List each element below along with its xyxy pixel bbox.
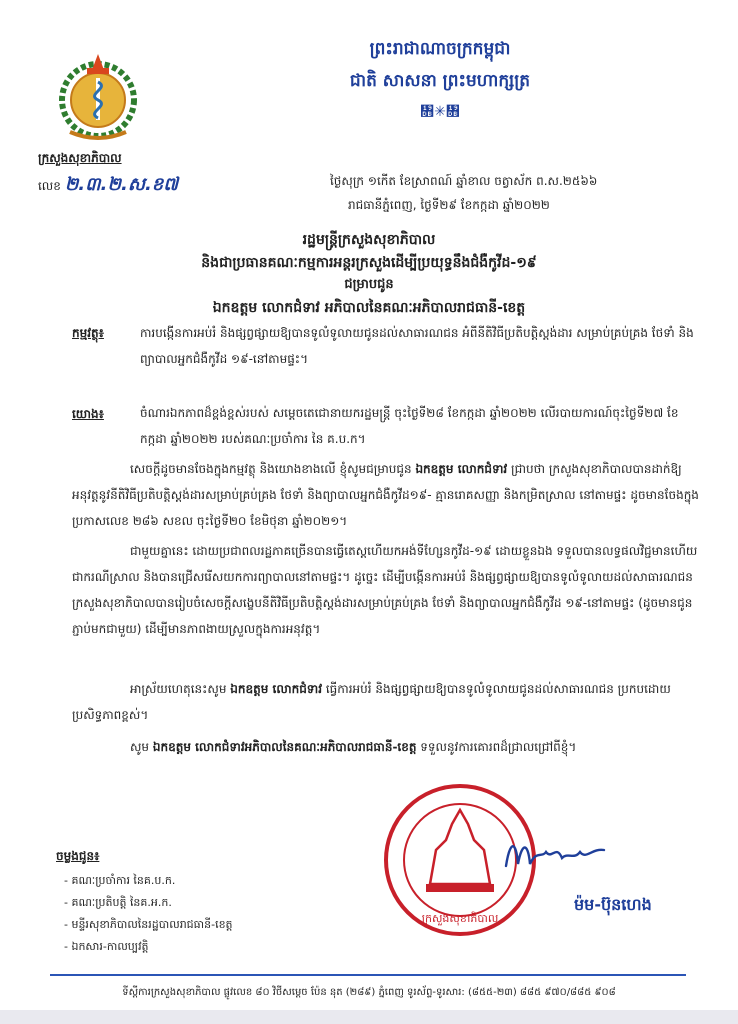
- cc-title: ចម្លងជូន៖: [56, 849, 100, 863]
- kingdom-title: ព្រះរាជាណាចក្រកម្ពុជា: [369, 39, 511, 59]
- signer-name: ម៉ម-ប៊ុនហេង: [574, 895, 652, 914]
- handwritten-signature: [500, 830, 610, 880]
- reference-value: ២.៣.២.ស.ខ៧: [64, 174, 178, 195]
- reference-text: ចំណារឯកភាពដ៏ខ្ពង់ខ្ពស់របស់ សម្តេចតេជោនាយករដ្ឋមន្ត្រី ចុះថ្ងៃទី២៨ ខែកក្កដា ឆ្នាំ២០២២ លើរបាយការណ៍ចុះថ្ងៃទី២៧ ខែកក្កដា ឆ្នាំ២០២២ របស់គណៈប្រចាំការ នៃ គ.ប.ក។: [140, 406, 679, 446]
- solar-date: រាជធានីភ្នំពេញ, ថ្ងៃទី២៩ ខែកក្កដា ឆ្នាំ២០២២: [348, 198, 550, 212]
- respect-line: ជម្រាបជូន: [344, 277, 394, 292]
- cc-list: [64, 870, 233, 958]
- lunar-date: ថ្ងៃសុក្រ ១កើត ខែស្រាពណ៍ ឆ្នាំខាល ចត្វាស័ក ព.ស.២៥៦៦: [330, 174, 598, 188]
- seal-text: ក្រសួងសុខាភិបាល: [421, 912, 499, 925]
- body-paragraph-1: [72, 456, 702, 534]
- national-motto: ជាតិ សាសនា ព្រះមហាក្សត្រ: [349, 71, 531, 91]
- sender-title: រដ្ឋមន្ត្រីក្រសួងសុខាភិបាល: [302, 232, 436, 248]
- subject-label: កម្មវត្ថុ៖: [72, 326, 104, 340]
- header-ornament: ᧛✳᧛: [420, 104, 460, 120]
- footer-address: ទីស្តីការក្រសួងសុខាភិបាល ផ្លូវលេខ ៨០ វិថីសម្ដេច ប៉ែន នុត (២៨៩) ភ្នំពេញ ទូរស័ព្ទ-ទូរសារ: (៨៥៥-២៣) ៨៨៥ ៩៧០/៨៨៥ ៩០៨: [122, 987, 616, 998]
- p4-post: ទទួលនូវការគោរពដ៏ជ្រាលជ្រៅពីខ្ញុំ។: [416, 740, 577, 754]
- reference-number: [38, 172, 178, 199]
- p1-highlight: ឯកឧត្តម លោកជំទាវ: [415, 462, 508, 476]
- p3-post: ធ្វើការអប់រំ និងផ្សព្វផ្សាយឱ្យបានទូលំទូលាយជូនដល់សាធារណជន ប្រកបដោយប្រសិទ្ធភាពខ្ពស់។: [72, 682, 671, 722]
- p4-highlight: ឯកឧត្តម លោកជំទាវអភិបាលនៃគណៈអភិបាលរាជធានី-ខេត្ត: [152, 740, 417, 754]
- p1-post: ជ្រាបថា ក្រសួងសុខាភិបាលបានដាក់ឱ្យអនុវត្តនូវនីតិវិធីប្រតិបត្តិស្តង់ដារសម្រាប់គ្រប់គ្រង ថែទាំ និងព្យាបាលអ្នកជំងឺកូវីដ១៩- គ្មានរោគសញ្ញា និងកម្រិតស្រាល នៅតាមផ្ទះ ដូចមានចែងក្នុងប្រកាសលេខ ២៨៦ សខល ចុះថ្ងៃទី២០ ខែមិថុនា ឆ្នាំ២០២១។: [72, 462, 699, 528]
- cc-item: - ឯកសារ-កាលប្បវត្តិ: [64, 936, 233, 958]
- bottom-bar: [0, 1010, 738, 1024]
- p3-highlight: ឯកឧត្តម លោកជំទាវ: [230, 682, 323, 696]
- footer-divider: [50, 974, 686, 976]
- subject-text: ការបង្កើនការអប់រំ និងផ្សព្វផ្សាយឱ្យបានទូលំទូលាយជូនដល់សាធារណជន អំពីនីតិវិធីប្រតិបត្តិស្តង់ដារ សម្រាប់គ្រប់គ្រង ថែទាំ និងព្យាបាលអ្នកជំងឺកូវីដ ១៩-នៅតាមផ្ទះ។: [140, 326, 694, 366]
- reference-label: យោង៖: [72, 407, 104, 421]
- sender-role: និងជាប្រធានគណៈកម្មការអន្តរក្រសួងដើម្បីប្រយុទ្ធនឹងជំងឺកូវីដ-១៩: [201, 255, 537, 271]
- ministry-emblem-logo: [52, 48, 144, 144]
- body-paragraph-3: [72, 676, 702, 728]
- p4-pre: សូម: [130, 740, 153, 754]
- cc-item: - គណៈប្រតិបត្តិ នៃគ.អ.ក.: [64, 892, 233, 914]
- p1-pre: សេចក្តីដូចមានចែងក្នុងកម្មវត្ថុ និងយោងខាងលើ ខ្ញុំសូមជម្រាបជូន: [130, 462, 416, 476]
- reference-prefix: លេខ: [38, 179, 61, 193]
- p3-pre: អាស្រ័យហេតុនេះសូម: [130, 682, 231, 696]
- closing-paragraph: [72, 734, 702, 760]
- cc-item: - មន្ទីរសុខាភិបាលនៃរដ្ឋបាលរាជធានី-ខេត្ត: [64, 914, 233, 936]
- body-paragraph-2: ជាមួយគ្នានេះ ដោយប្រជាពលរដ្ឋភាគច្រើនបានធ្វើតេស្តហើយកអង់ទីហ្សែនកូវីដ-១៩ ដោយខ្លួនឯង ទទួលបានលទ្ធផលវិជ្ជមានហើយជាករណីស្រាល និងបានជ្រើសរើសយកការព្យាបាលនៅតាមផ្ទះ។ ដូច្នេះ ដើម្បីបង្កើនការអប់រំ និងផ្សព្វផ្សាយឱ្យបានទូលំទូលាយដល់សាធារណជន ក្រសួងសុខាភិបាលបានរៀបចំសេចក្តីសង្ខេបនីតិវិធីប្រតិបត្តិស្តង់ដារសម្រាប់គ្រប់គ្រង ថែទាំ និងព្យាបាលអ្នកជំងឺកូវីដ ១៩-នៅតាមផ្ទះ (ដូចមានជូនភ្ជាប់មកជាមួយ) ដើម្បីមានភាពងាយស្រួលក្នុងការអនុវត្ត។: [72, 544, 698, 636]
- recipient-line: ឯកឧត្តម លោកជំទាវ អភិបាលនៃគណៈអភិបាលរាជធានី-ខេត្ត: [212, 300, 526, 316]
- ministry-name: ក្រសួងសុខាភិបាល: [38, 151, 122, 165]
- cc-item: - គណៈប្រចាំការ នៃគ.ប.ក.: [64, 870, 233, 892]
